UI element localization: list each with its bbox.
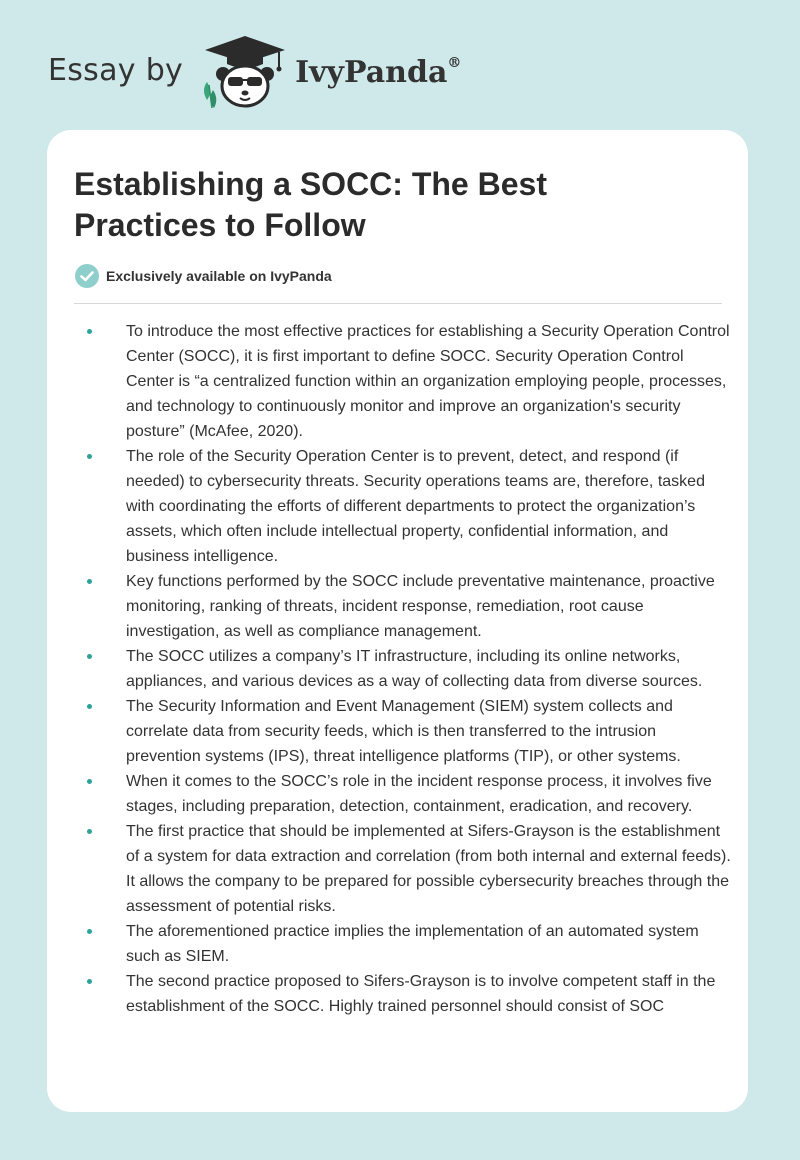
bullet-dot-icon <box>87 454 92 459</box>
bullet-dot-icon <box>87 929 92 934</box>
list-item <box>74 694 734 769</box>
bullet-dot-icon <box>87 329 92 334</box>
list-item <box>74 819 734 919</box>
bullet-text: The Security Information and Event Management (SIEM) system collects and correlate data from security feeds, which is then transferred to the intrusion prevention systems (IPS), threat intelligence platforms (TIP), or other systems. <box>126 698 681 765</box>
list-item <box>74 644 734 694</box>
bullet-dot-icon <box>87 779 92 784</box>
list-item <box>74 919 734 969</box>
essay-card <box>47 130 748 1112</box>
bullet-dot-icon <box>87 654 92 659</box>
bullet-dot-icon <box>87 979 92 984</box>
list-item <box>74 969 734 1019</box>
brand-name[interactable]: IvyPanda® <box>295 54 462 90</box>
bullet-list <box>74 319 734 1019</box>
registered-mark: ® <box>447 54 462 71</box>
bullet-text: The aforementioned practice implies the implementation of an automated system such as SIEM. <box>126 923 699 965</box>
bullet-text: The role of the Security Operation Center is to prevent, detect, and respond (if needed) to cybersecurity threats. Security operations teams are, therefore, tasked with coordinating the efforts of different departments to protect the organization’s assets, which often include intellectual property, confidential information, and business intelligence. <box>126 448 705 565</box>
divider <box>74 303 722 304</box>
list-item <box>74 569 734 644</box>
check-circle-icon <box>74 263 100 289</box>
bullet-dot-icon <box>87 579 92 584</box>
page-title: Establishing a SOCC: The Best Practices to Follow <box>74 166 547 243</box>
bullet-dot-icon <box>87 829 92 834</box>
site-header <box>48 30 461 110</box>
exclusive-badge-text: Exclusively available on IvyPanda <box>106 268 332 284</box>
list-item <box>74 319 734 444</box>
bullet-text: When it comes to the SOCC’s role in the incident response process, it involves five stages, including preparation, detection, containment, eradication, and recovery. <box>126 773 712 815</box>
exclusive-badge <box>74 263 332 289</box>
bullet-text: The second practice proposed to Sifers-Grayson is to involve competent staff in the establishment of the SOCC. Highly trained personnel should consist of SOC <box>126 973 716 1015</box>
panda-graduate-icon[interactable] <box>199 30 291 110</box>
list-item <box>74 444 734 569</box>
essay-by-label: Essay by <box>48 52 184 88</box>
bullet-text: The first practice that should be implemented at Sifers-Grayson is the establishment of a system for data extraction and correlation (from both internal and external feeds). It allows the company to be prepared for possible cybersecurity breaches through the assessment of potential risks. <box>126 823 731 915</box>
bullet-dot-icon <box>87 704 92 709</box>
bullet-text: Key functions performed by the SOCC include preventative maintenance, proactive monitoring, ranking of threats, incident response, remediation, root cause investigation, as well as compliance management. <box>126 573 715 640</box>
bullet-text: The SOCC utilizes a company’s IT infrastructure, including its online networks, appliances, and various devices as a way of collecting data from diverse sources. <box>126 648 703 690</box>
list-item <box>74 769 734 819</box>
bullet-text: To introduce the most effective practices for establishing a Security Operation Control Center (SOCC), it is first important to define SOCC. Security Operation Control Center is “a centralized function within an organization employing people, processes, and technology to continuously monitor and improve an organization's security posture” (McAfee, 2020). <box>126 323 730 440</box>
